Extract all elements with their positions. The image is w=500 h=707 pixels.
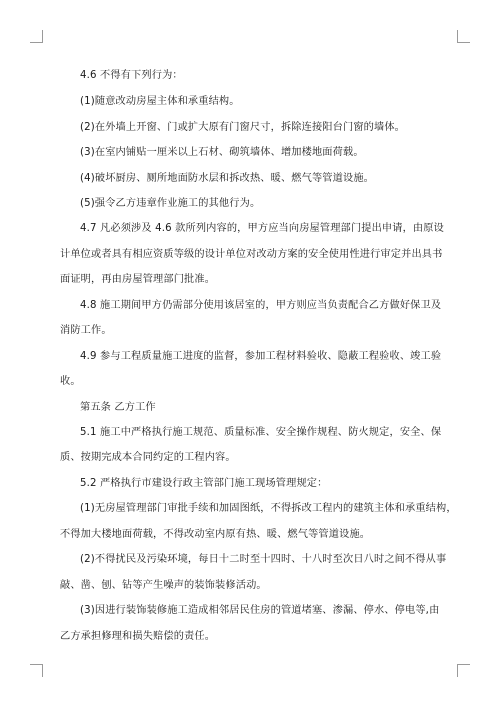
clause-4-9-line-2: 收。: [60, 376, 81, 387]
clause-4-7-line-1: 4.7 凡必须涉及 4.6 款所列内容的，甲方应当向房屋管理部门提出申请，由原设: [80, 223, 444, 234]
clause-4-6-item-4: (4)破坏厨房、厕所地面防水层和拆改热、暖、燃气等管道设施。: [80, 173, 374, 184]
clause-5-2-item-2-line-2: 敲、凿、刨、钻等产生噪声的装饰装修活动。: [60, 580, 267, 591]
clause-5-2-item-1-line-1: (1)无房屋管理部门审批手续和加固图纸，不得拆改工程内的建筑主体和承重结构，: [80, 503, 457, 514]
clause-5-2-item-3-line-2: 乙方承担修理和损失赔偿的责任。: [60, 631, 216, 642]
clause-4-6-heading: 4.6 不得有下列行为：: [80, 70, 183, 81]
clause-5-2-heading: 5.2 严格执行市建设行政主管部门施工现场管理规定：: [80, 478, 328, 489]
clause-4-6-item-3: (3)在室内铺贴一厘米以上石材、砌筑墙体、增加楼地面荷载。: [80, 147, 364, 158]
article-5-heading: 第五条 乙方工作: [80, 402, 156, 413]
clause-4-6-item-2: (2)在外墙上开窗、门或扩大原有门窗尺寸，拆除连接阳台门窗的墙体。: [80, 122, 406, 133]
clause-4-8-line-2: 消防工作。: [60, 325, 112, 336]
clause-4-8-line-1: 4.8 施工期间甲方仍需部分使用该居室的，甲方则应当负责配合乙方做好保卫及: [80, 300, 442, 311]
clause-4-9-line-1: 4.9 参与工程质量施工进度的监督，参加工程材料验收、隐蔽工程验收、竣工验: [80, 351, 442, 362]
clause-5-2-item-2-line-1: (2)不得扰民及污染环境，每日十二时至十四时、十八时至次日八时之间不得从事: [80, 554, 447, 565]
clause-4-6-item-1: (1)随意改动房屋主体和承重结构。: [80, 96, 240, 107]
clause-4-7-line-2: 计单位或者具有相应资质等级的设计单位对改动方案的安全使用性进行审定并出具书: [60, 249, 443, 260]
clause-5-1-line-2: 质、按期完成本合同约定的工程内容。: [60, 452, 236, 463]
clause-4-7-line-3: 面证明，再由房屋管理部门批准。: [60, 274, 216, 285]
clause-5-1-line-1: 5.1 施工中严格执行施工规范、质量标准、安全操作规程、防火规定，安全、保: [80, 427, 442, 438]
clause-4-6-item-5: (5)强令乙方违章作业施工的其他行为。: [80, 198, 261, 209]
clause-5-2-item-3-line-1: (3)因进行装饰装修施工造成相邻居民住房的管道堵塞、渗漏、停水、停电等,由: [80, 605, 440, 616]
clause-5-2-item-1-line-2: 不得加大楼地面荷载，不得改动室内原有热、暖、燃气等管道设施。: [60, 529, 371, 540]
